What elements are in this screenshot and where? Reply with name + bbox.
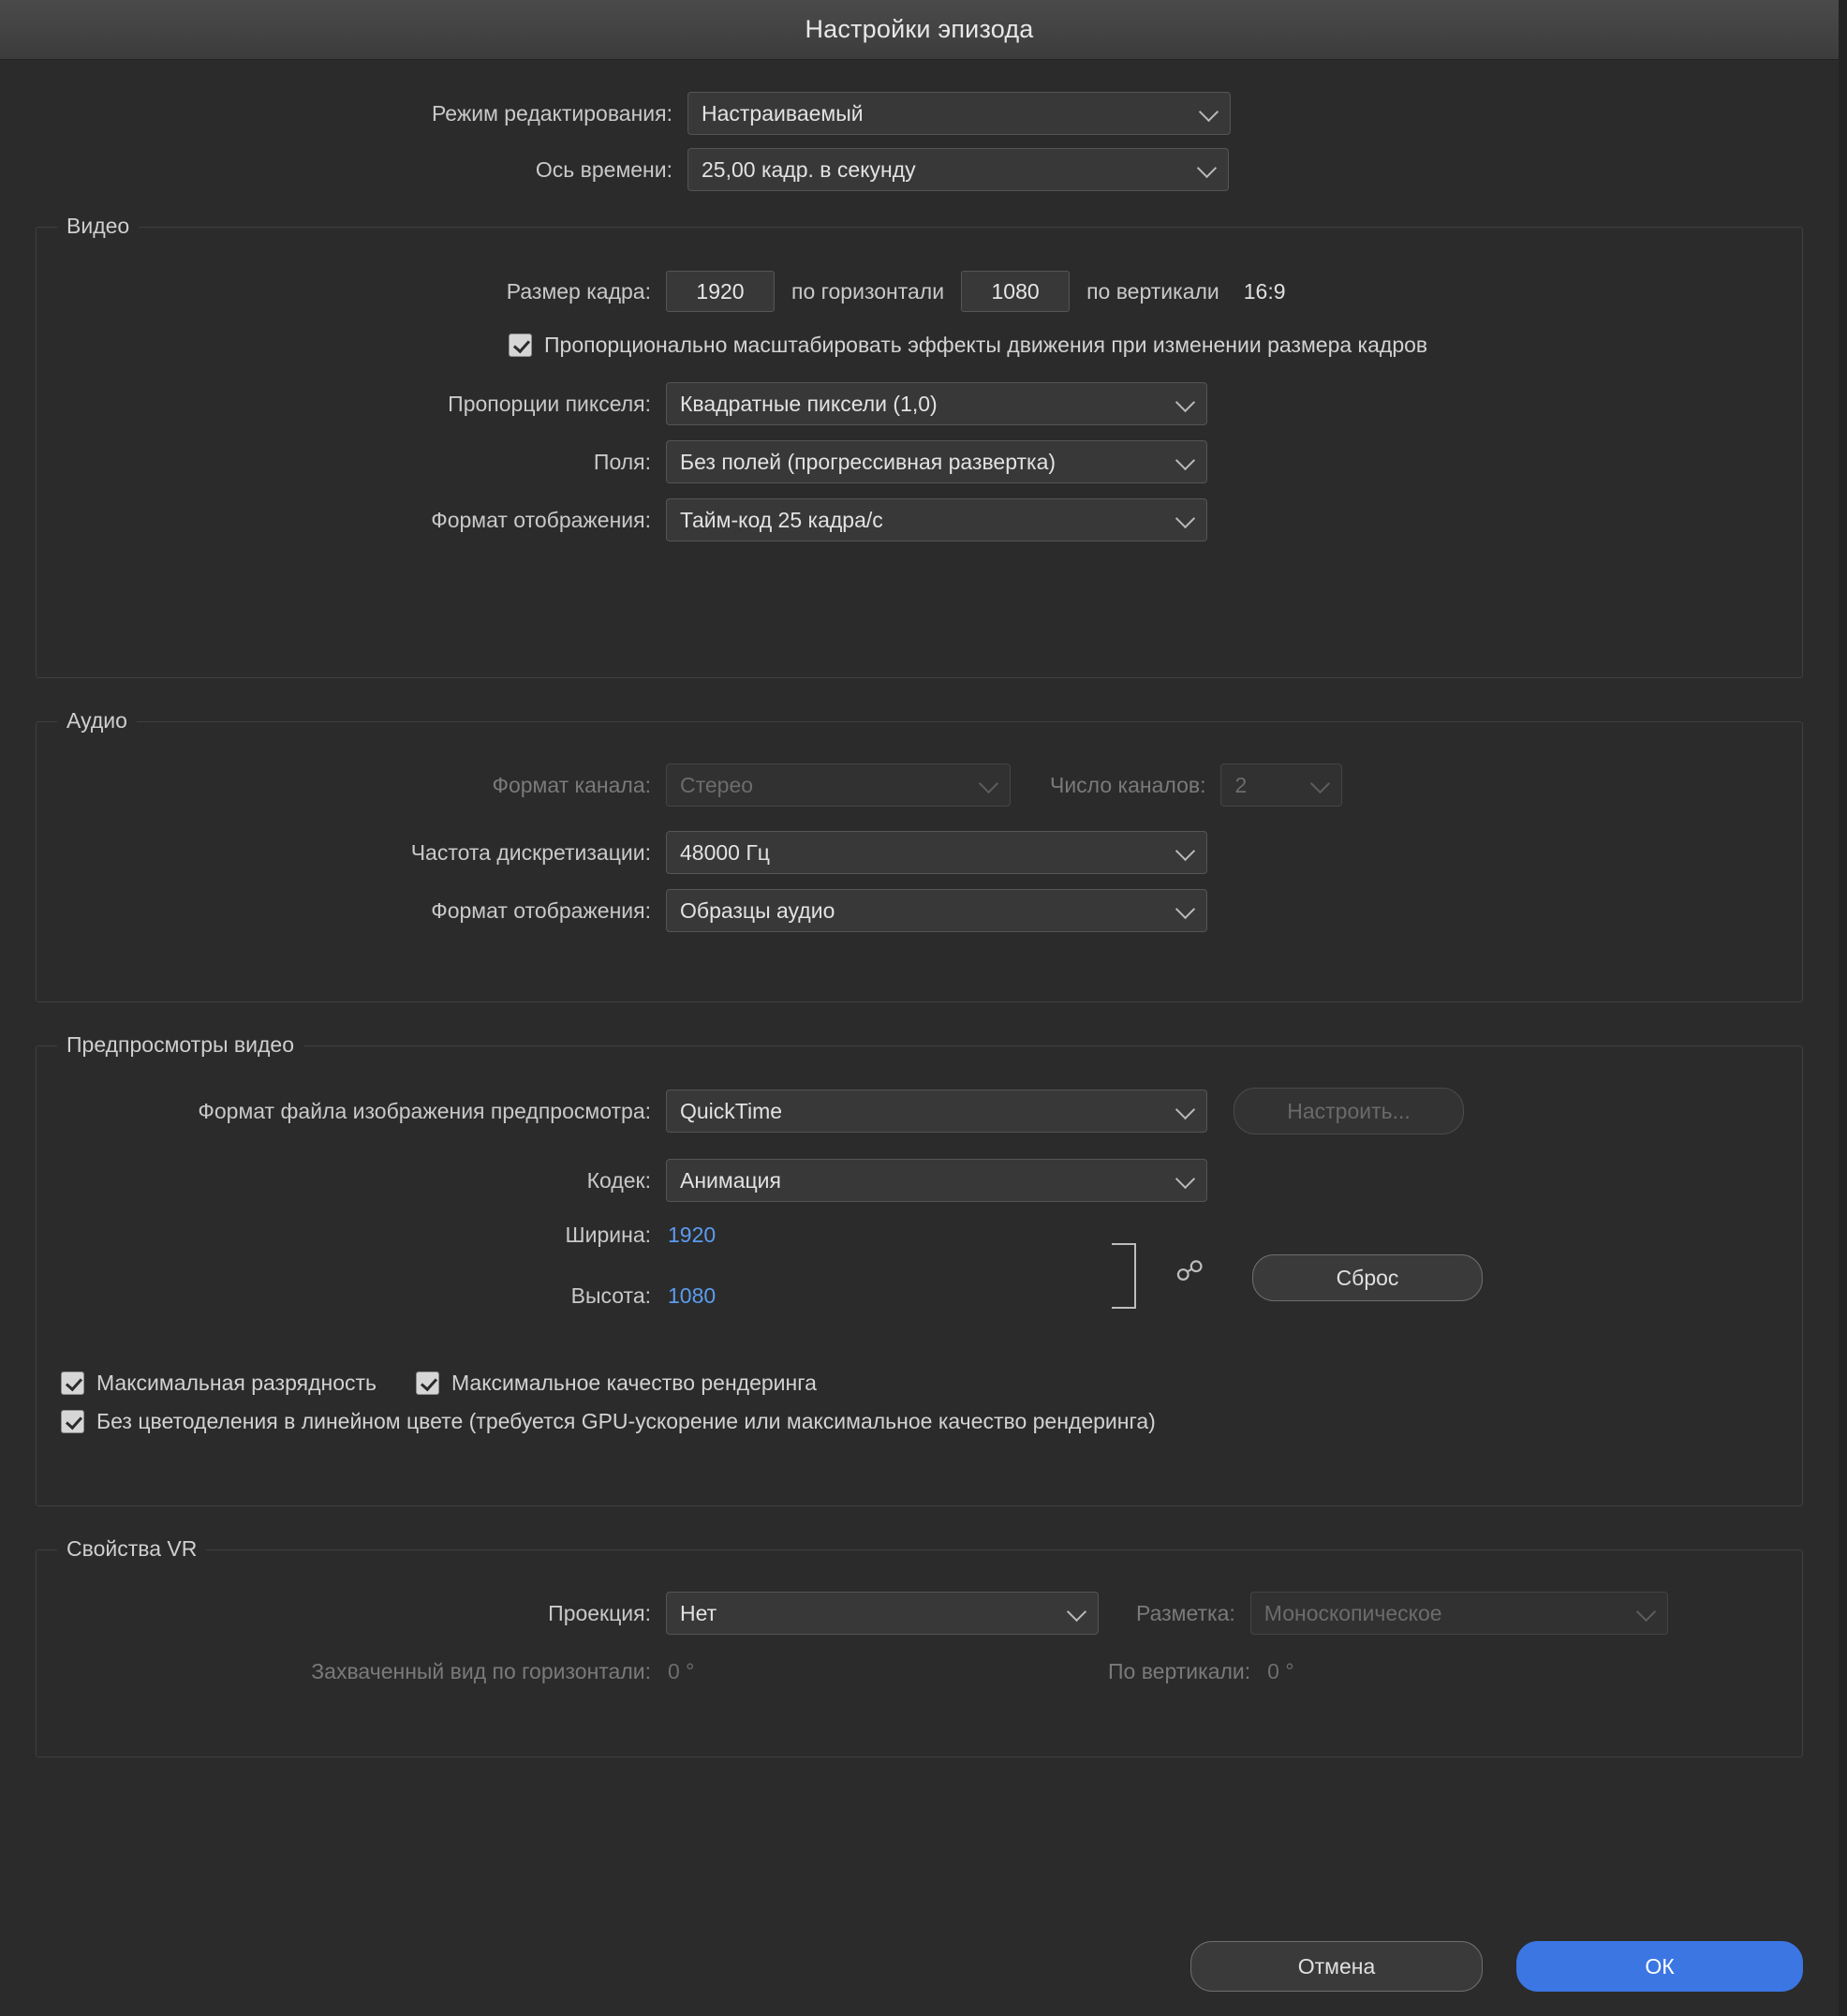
channel-count-select bbox=[1220, 763, 1342, 807]
horizontal-label: по горизонтали bbox=[791, 278, 945, 304]
channel-format-value: Стерео bbox=[680, 772, 754, 797]
vr-captured-v-value: 0 ° bbox=[1267, 1659, 1294, 1683]
chevron-down-icon bbox=[1200, 109, 1217, 118]
video-display-format-select[interactable] bbox=[666, 498, 1207, 541]
video-previews-group bbox=[36, 1032, 1803, 1506]
vr-projection-select[interactable] bbox=[666, 1592, 1099, 1635]
vr-layout-label: Разметка: bbox=[1136, 1600, 1235, 1625]
audio-group-title: Аудио bbox=[57, 708, 137, 734]
vr-captured-view-row bbox=[61, 1659, 1778, 1684]
chevron-down-icon bbox=[1637, 1608, 1654, 1618]
reset-button[interactable]: Сброс bbox=[1252, 1254, 1483, 1301]
channel-format-row bbox=[61, 763, 1778, 807]
aspect-ratio-value: 16:9 bbox=[1243, 278, 1286, 304]
scale-motion-label: Пропорционально масштабировать эффекты движения при изменении размера кадров bbox=[544, 333, 1428, 357]
chevron-down-icon bbox=[1176, 906, 1193, 915]
preview-file-format-label: Формат файла изображения предпросмотра: bbox=[198, 1098, 651, 1123]
sample-rate-row bbox=[61, 831, 1778, 874]
preview-height-value[interactable]: 1080 bbox=[668, 1283, 717, 1308]
pixel-aspect-label: Пропорции пикселя: bbox=[448, 391, 651, 416]
channel-format-select bbox=[666, 763, 1011, 807]
pixel-aspect-select[interactable] bbox=[666, 382, 1207, 425]
linear-color-checkbox[interactable] bbox=[61, 1410, 84, 1433]
dimension-link-bracket bbox=[1112, 1243, 1136, 1309]
editing-mode-label: Режим редактирования: bbox=[431, 100, 672, 126]
scale-motion-checkbox[interactable] bbox=[509, 334, 532, 357]
vr-group-title: Свойства VR bbox=[57, 1536, 206, 1562]
linear-color-label: Без цветоделения в линейном цвете (требуется GPU-ускорение или максимальное качество рендеринга) bbox=[96, 1409, 1156, 1433]
max-bit-depth-checkbox[interactable] bbox=[61, 1371, 84, 1395]
max-render-quality-label: Максимальное качество рендеринга bbox=[451, 1371, 817, 1395]
preview-dimensions-block bbox=[61, 1223, 1778, 1354]
preview-height-row bbox=[61, 1283, 1778, 1309]
audio-group bbox=[36, 708, 1803, 1002]
video-display-format-label: Формат отображения: bbox=[431, 507, 651, 532]
chevron-down-icon bbox=[1176, 848, 1193, 857]
timebase-row bbox=[36, 148, 1803, 191]
chevron-down-icon bbox=[1176, 1106, 1193, 1116]
preview-file-format-select[interactable] bbox=[666, 1090, 1207, 1133]
audio-display-format-value: Образцы аудио bbox=[680, 897, 835, 923]
codec-row bbox=[61, 1159, 1778, 1202]
vr-projection-label: Проекция: bbox=[548, 1600, 651, 1625]
vr-layout-select bbox=[1250, 1592, 1668, 1635]
max-bit-depth-label: Максимальная разрядность bbox=[96, 1371, 377, 1395]
frame-width-input[interactable]: 1920 bbox=[666, 271, 775, 312]
vr-layout-value: Моноскопическое bbox=[1263, 1600, 1442, 1625]
fields-row bbox=[61, 440, 1778, 483]
frame-height-input[interactable]: 1080 bbox=[961, 271, 1070, 312]
vr-captured-v-label: По вертикали: bbox=[1108, 1659, 1251, 1683]
channel-format-label: Формат канала: bbox=[492, 772, 651, 797]
preview-file-format-value: QuickTime bbox=[680, 1098, 783, 1123]
preview-quality-row bbox=[61, 1371, 1778, 1396]
vertical-label: по вертикали bbox=[1086, 278, 1219, 304]
dialog-body bbox=[0, 60, 1839, 2016]
sample-rate-label: Частота дискретизации: bbox=[410, 839, 651, 865]
vr-group bbox=[36, 1536, 1803, 1757]
frame-size-row bbox=[61, 271, 1778, 312]
preview-height-label: Высота: bbox=[570, 1283, 651, 1308]
dialog-titlebar bbox=[0, 0, 1839, 60]
fields-label: Поля: bbox=[593, 449, 651, 474]
audio-display-format-label: Формат отображения: bbox=[431, 897, 651, 923]
video-group-title: Видео bbox=[57, 214, 139, 239]
fields-value: Без полей (прогрессивная развертка) bbox=[680, 449, 1056, 474]
vr-projection-row bbox=[61, 1592, 1778, 1635]
preview-file-format-row bbox=[61, 1088, 1778, 1134]
fields-select[interactable] bbox=[666, 440, 1207, 483]
timebase-label: Ось времени: bbox=[535, 156, 672, 182]
channel-count-value: 2 bbox=[1234, 772, 1248, 797]
pixel-aspect-row bbox=[61, 382, 1778, 425]
chain-link-icon[interactable]: ☍ bbox=[1175, 1256, 1204, 1287]
chevron-down-icon bbox=[980, 780, 997, 790]
timebase-value: 25,00 кадр. в секунду bbox=[702, 156, 916, 182]
audio-display-format-select[interactable] bbox=[666, 889, 1207, 932]
vr-projection-value: Нет bbox=[680, 1600, 717, 1625]
sample-rate-value: 48000 Гц bbox=[680, 839, 770, 865]
vr-captured-h-label: Захваченный вид по горизонтали: bbox=[311, 1659, 651, 1683]
editing-mode-value: Настраиваемый bbox=[702, 100, 864, 126]
video-display-format-row bbox=[61, 498, 1778, 541]
video-display-format-value: Тайм-код 25 кадра/с bbox=[680, 507, 883, 532]
sample-rate-select[interactable] bbox=[666, 831, 1207, 874]
channel-count-label: Число каналов: bbox=[1050, 772, 1206, 797]
chevron-down-icon bbox=[1176, 399, 1193, 408]
cancel-button[interactable]: Отмена bbox=[1190, 1941, 1483, 1992]
ok-button[interactable]: ОК bbox=[1516, 1941, 1803, 1992]
linear-color-row bbox=[61, 1409, 1778, 1434]
video-previews-group-title: Предпросмотры видео bbox=[57, 1032, 303, 1058]
chevron-down-icon bbox=[1311, 780, 1328, 790]
chevron-down-icon bbox=[1176, 457, 1193, 467]
dialog-title: Настройки эпизода bbox=[805, 15, 1034, 43]
configure-button: Настроить... bbox=[1234, 1088, 1464, 1134]
dialog-footer bbox=[1190, 1941, 1803, 1992]
chevron-down-icon bbox=[1176, 1176, 1193, 1185]
scale-motion-row[interactable] bbox=[509, 333, 1778, 358]
frame-size-label: Размер кадра: bbox=[506, 278, 651, 304]
chevron-down-icon bbox=[1176, 515, 1193, 525]
vr-captured-h-value: 0 ° bbox=[668, 1659, 695, 1683]
editing-mode-row bbox=[36, 92, 1803, 135]
pixel-aspect-value: Квадратные пиксели (1,0) bbox=[680, 391, 938, 416]
preview-width-row bbox=[61, 1223, 1778, 1248]
chevron-down-icon bbox=[1198, 165, 1215, 174]
chevron-down-icon bbox=[1068, 1608, 1085, 1618]
codec-select[interactable] bbox=[666, 1159, 1207, 1202]
audio-display-format-row bbox=[61, 889, 1778, 932]
video-group bbox=[36, 214, 1803, 678]
codec-label: Кодек: bbox=[586, 1167, 651, 1193]
max-render-quality-checkbox[interactable] bbox=[416, 1371, 439, 1395]
preview-width-label: Ширина: bbox=[565, 1223, 651, 1247]
preview-width-value[interactable]: 1920 bbox=[668, 1223, 717, 1247]
codec-value: Анимация bbox=[680, 1167, 781, 1193]
timebase-select[interactable] bbox=[687, 148, 1229, 191]
editing-mode-select[interactable] bbox=[687, 92, 1231, 135]
